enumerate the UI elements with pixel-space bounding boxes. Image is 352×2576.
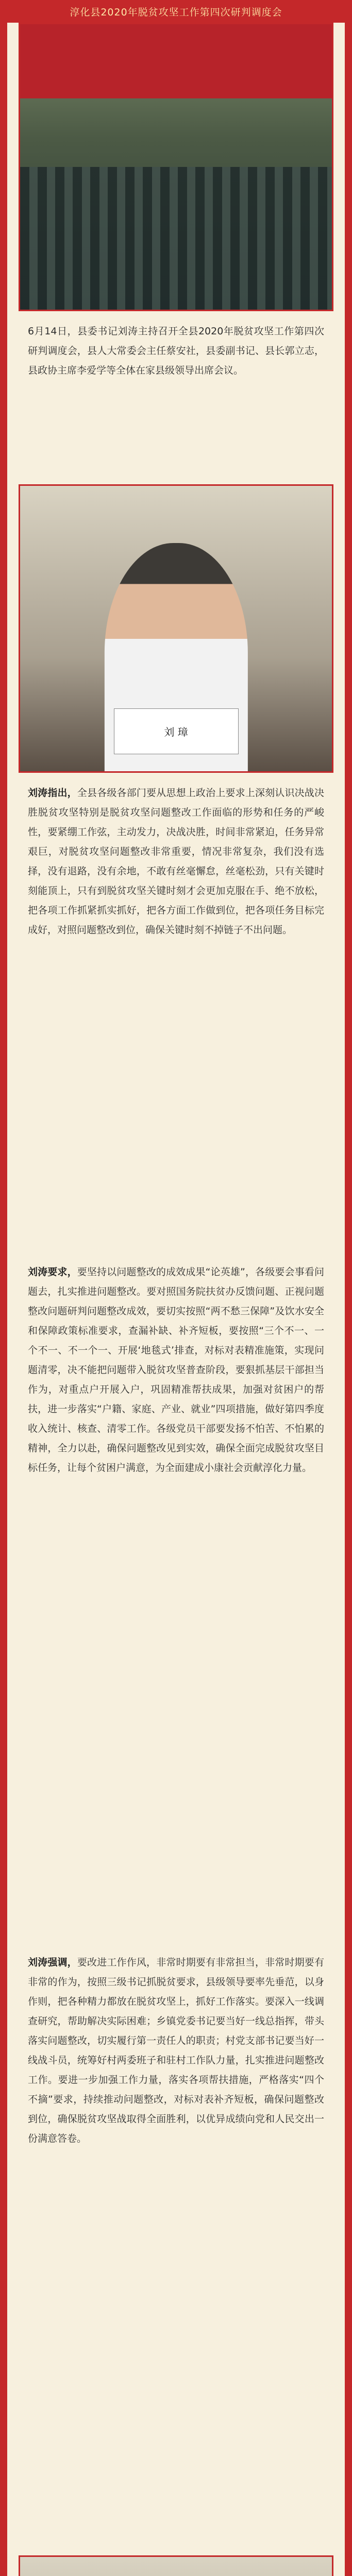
paragraph-4: 刘涛强调，要改进工作作风，非常时期要有非常担当，非常时期要有非常的作为，按照三级书记抓脱贫要求，县级领导要率先垂范，以身作则，把各种精力都放在脱贫攻坚上，抓好工作落实。要深入一线调查研究，帮助解决实际困难；乡镇党委书记要当好一线总指挥，带头落实问题整改，切实履行第一责任人的职责；村党支部书记要当好一线战斗员，统筹好村两委班子和驻村工作队力量，扎实推进问题整改工作。要进一步加强工作力量，落实各项帮扶措施，严格落实“四个不摘”要求，持续推动问题整改，对标对表补齐短板，确保问题整改到位，确保脱贫攻坚战取得全面胜利，以优异成绩向党和人民交出一份满意答卷。	[28, 1957, 324, 2144]
meeting-photo-1	[19, 23, 333, 311]
top-banner	[7, 0, 345, 23]
stage-banner	[20, 24, 332, 98]
paragraph-2: 刘涛指出，全县各级各部门要从思想上政治上要求上深刻认识决战决胜脱贫攻坚特别是脱贫攻坚问题整改工作面临的形势和任务的严峻性，要紧绷工作弦，主动发力，决战决胜，时间非常紧迫，任务异常艰巨，对脱贫攻坚问题整改非常重要，情况非常复杂，我们没有选择，没有退路，没有余地，不敢有丝毫懈怠，丝毫松劲，只有关键时刻能顶上，只有到脱贫攻坚关键时刻才会更加克服在手、绝不放松，把各项工作抓紧抓实抓好，把各方面工作做到位，把各项任务目标完成好，对照问题整改到位，确保关键时刻不掉链子不出问题。	[28, 787, 324, 936]
paragraph-3: 刘涛要求，要坚持以问题整改的成效成果“论英雄”，各级要会事看问题去，扎实推进问题整改。要对照国务院扶贫办反馈问题、正视问题整改问题研判问题整改成效，要切实按照“两不愁三保障”及饮水安全和保障政策标准要求，查漏补缺、补齐短板，要按照“三个不一、一个不一、不一个一、开展‘地毯式’排查，对标对表精准施策，实现问题清零，决不能把问题带入脱贫攻坚普查阶段，要狠抓基层干部担当作为，对重点户开展入户，巩固精准帮扶成果，加强对贫困户的帮扶，进一步落实“户籍、家庭、产业、就业”四项措施，做好第四季度收入统计、核查、清零工作。各级党员干部要发扬不怕苦、不怕累的精神，全力以赴，确保问题整改见到实效，确保全面完成脱贫攻坚目标任务，让每个贫困户满意，为全面建成小康社会贡献淳化力量。	[28, 1266, 324, 1473]
nameplate: 刘 璋	[114, 708, 239, 754]
portrait-photo-1	[19, 484, 333, 773]
banner-title: 淳化县2020年脱贫攻坚工作第四次研判调度会	[70, 6, 282, 18]
paragraph-intro: 6月14日，县委书记刘涛主持召开全县2020年脱贫攻坚工作第四次研判调度会，县人大常委会主任蔡安社，县委副书记、县长郭立志，县政协主席李爱学等全体在家县级领导出席会议。	[28, 326, 324, 376]
portrait-photo-2	[19, 2555, 333, 2576]
audience-rows	[20, 167, 332, 310]
